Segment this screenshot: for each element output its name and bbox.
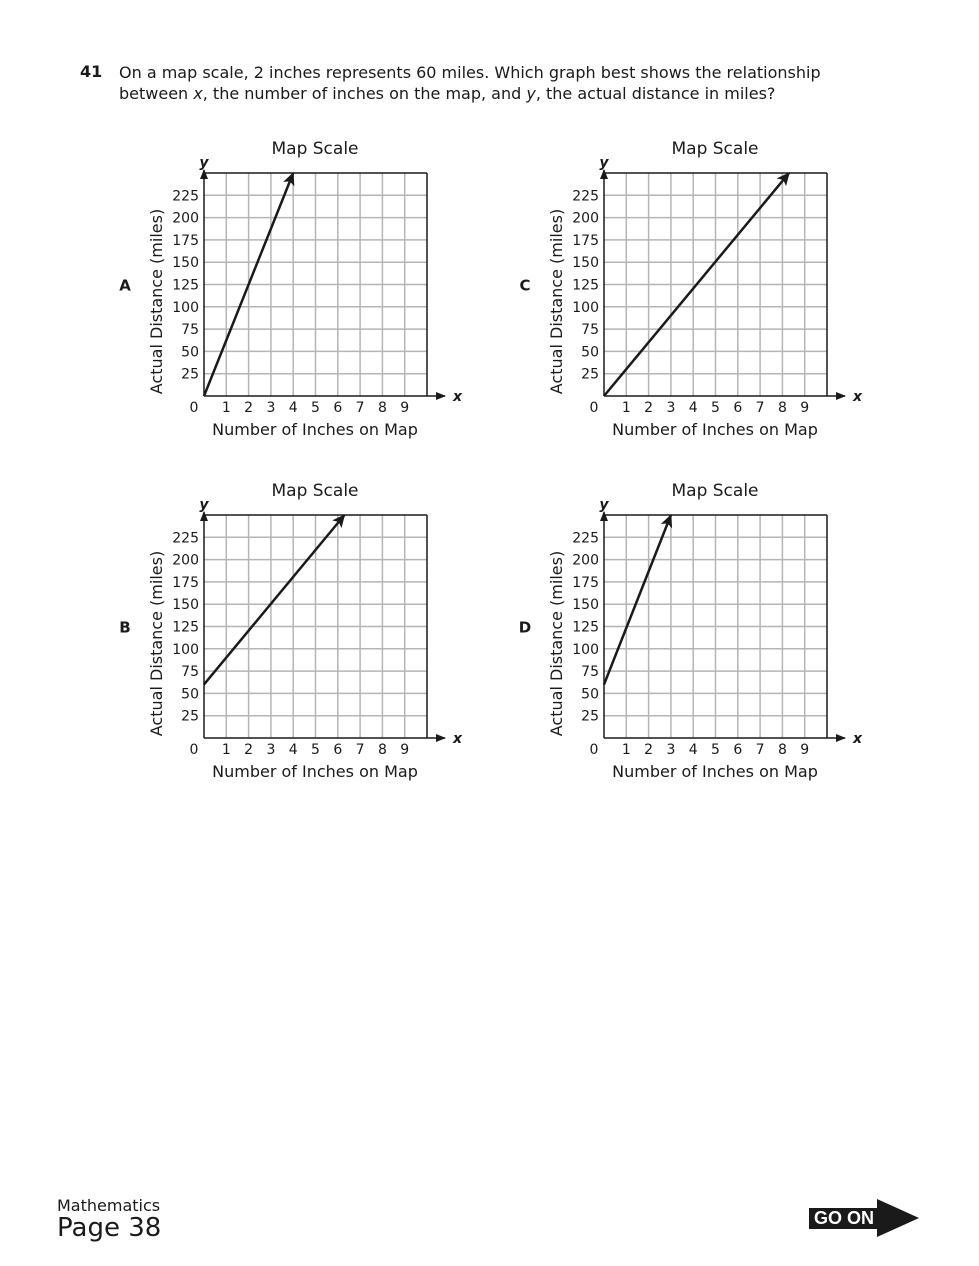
y-tick-label: 150: [572, 255, 599, 272]
x-tick-label: 4: [288, 742, 298, 758]
x-tick-label: 8: [377, 400, 387, 416]
y-tick-label: 225: [172, 188, 199, 205]
y-tick-label: 50: [581, 686, 599, 703]
y-axis-label: Actual Distance (miles): [147, 550, 166, 737]
x-tick-label: 0: [189, 400, 199, 416]
x-tick-label: 7: [755, 742, 765, 758]
y-tick-label: 100: [572, 641, 599, 658]
y-tick-label: 50: [581, 344, 599, 361]
y-tick-label: 200: [172, 552, 199, 569]
y-tick-label: 75: [181, 322, 199, 339]
y-tick-label: 225: [572, 188, 599, 205]
x-tick-label: 6: [333, 400, 343, 416]
x-tick-label: 9: [400, 400, 410, 416]
x-axis-variable: x: [453, 731, 463, 747]
y-tick-label: 125: [172, 277, 199, 294]
x-tick-label: 1: [221, 742, 231, 758]
y-tick-label: 225: [172, 530, 199, 547]
y-tick-label: 25: [181, 366, 199, 383]
data-line: [204, 515, 344, 684]
y-tick-label: 175: [172, 574, 199, 591]
y-tick-label: 200: [572, 552, 599, 569]
y-tick-label: 50: [181, 686, 199, 703]
y-axis-variable: y: [599, 155, 609, 171]
x-tick-label: 2: [244, 742, 254, 758]
y-axis-label: Actual Distance (miles): [147, 208, 166, 395]
go-on-label: GO ON: [814, 1208, 875, 1228]
x-axis-label: Number of Inches on Map: [612, 762, 818, 781]
question-var-y: y: [526, 84, 536, 103]
y-axis-variable: y: [199, 497, 209, 513]
y-tick-label: 200: [172, 210, 199, 227]
y-tick-label: 125: [572, 619, 599, 636]
y-tick-label: 100: [572, 299, 599, 316]
x-tick-label: 1: [621, 400, 631, 416]
x-tick-label: 5: [711, 742, 720, 758]
x-tick-label: 5: [711, 400, 720, 416]
x-tick-label: 8: [777, 742, 787, 758]
x-tick-label: 4: [288, 400, 298, 416]
y-tick-label: 175: [572, 232, 599, 249]
y-tick-label: 125: [172, 619, 199, 636]
x-axis-label: Number of Inches on Map: [212, 420, 418, 439]
footer-page-number: Page 38: [57, 1213, 162, 1243]
x-tick-label: 2: [244, 400, 254, 416]
x-tick-label: 5: [311, 742, 320, 758]
y-axis-variable: y: [599, 497, 609, 513]
x-tick-label: 4: [688, 742, 698, 758]
y-tick-label: 125: [572, 277, 599, 294]
y-axis-variable: y: [199, 155, 209, 171]
chart-svg: [514, 136, 914, 466]
option-letter: A: [119, 276, 131, 295]
x-tick-label: 6: [333, 742, 343, 758]
x-tick-label: 8: [777, 400, 787, 416]
x-tick-label: 2: [644, 400, 654, 416]
x-tick-label: 3: [666, 400, 676, 416]
chart-svg: [514, 478, 914, 808]
x-tick-label: 6: [733, 742, 743, 758]
question-text: [119, 62, 849, 104]
x-tick-label: 6: [733, 400, 743, 416]
x-axis-variable: x: [853, 389, 863, 405]
y-tick-label: 150: [172, 597, 199, 614]
y-tick-label: 100: [172, 641, 199, 658]
chart-svg: [114, 136, 514, 466]
chart-svg: [114, 478, 514, 808]
x-tick-label: 0: [589, 400, 599, 416]
y-tick-label: 75: [581, 664, 599, 681]
x-tick-label: 9: [800, 400, 810, 416]
option-letter: D: [518, 618, 532, 637]
chart-title: Map Scale: [671, 139, 759, 159]
y-tick-label: 175: [572, 574, 599, 591]
y-tick-label: 175: [172, 232, 199, 249]
x-tick-label: 3: [666, 742, 676, 758]
x-tick-label: 7: [755, 400, 765, 416]
y-tick-label: 25: [581, 708, 599, 725]
x-axis-label: Number of Inches on Map: [612, 420, 818, 439]
x-tick-label: 3: [266, 400, 276, 416]
x-tick-label: 9: [800, 742, 810, 758]
graph-option-d: [514, 478, 914, 808]
y-tick-label: 25: [581, 366, 599, 383]
question-var-x: x: [193, 84, 203, 103]
x-tick-label: 0: [189, 742, 199, 758]
y-tick-label: 75: [181, 664, 199, 681]
x-tick-label: 4: [688, 400, 698, 416]
x-tick-label: 1: [621, 742, 631, 758]
graph-option-a: [114, 136, 514, 466]
question-number: 41: [80, 62, 103, 81]
question-text-part-3: , the actual distance in miles?: [535, 84, 776, 103]
x-tick-label: 8: [377, 742, 387, 758]
question-text-part-2: , the number of inches on the map, and: [202, 84, 527, 103]
chart-title: Map Scale: [271, 139, 359, 159]
x-axis-variable: x: [453, 389, 463, 405]
x-tick-label: 0: [589, 742, 599, 758]
data-line: [604, 515, 671, 684]
chart-title: Map Scale: [271, 481, 359, 501]
question-text-part-1: On a map scale, 2 inches represents 60 miles. Which graph best shows the relationship between: [119, 63, 821, 103]
chart-title: Map Scale: [671, 481, 759, 501]
x-tick-label: 9: [400, 742, 410, 758]
graph-option-c: [514, 136, 914, 466]
y-tick-label: 75: [581, 322, 599, 339]
y-tick-label: 225: [572, 530, 599, 547]
x-tick-label: 2: [644, 742, 654, 758]
y-tick-label: 100: [172, 299, 199, 316]
option-letter: B: [119, 618, 131, 637]
y-axis-label: Actual Distance (miles): [547, 550, 566, 737]
option-letter: C: [519, 276, 531, 295]
y-tick-label: 200: [572, 210, 599, 227]
x-tick-label: 7: [355, 400, 365, 416]
x-tick-label: 5: [311, 400, 320, 416]
x-tick-label: 1: [221, 400, 231, 416]
y-tick-label: 150: [572, 597, 599, 614]
y-tick-label: 150: [172, 255, 199, 272]
go-on-indicator: [809, 1199, 919, 1237]
footer-subject: Mathematics: [57, 1196, 161, 1215]
y-tick-label: 25: [181, 708, 199, 725]
y-tick-label: 50: [181, 344, 199, 361]
x-tick-label: 3: [266, 742, 276, 758]
x-tick-label: 7: [355, 742, 365, 758]
y-axis-label: Actual Distance (miles): [547, 208, 566, 395]
x-axis-variable: x: [853, 731, 863, 747]
x-axis-label: Number of Inches on Map: [212, 762, 418, 781]
graph-option-b: [114, 478, 514, 808]
